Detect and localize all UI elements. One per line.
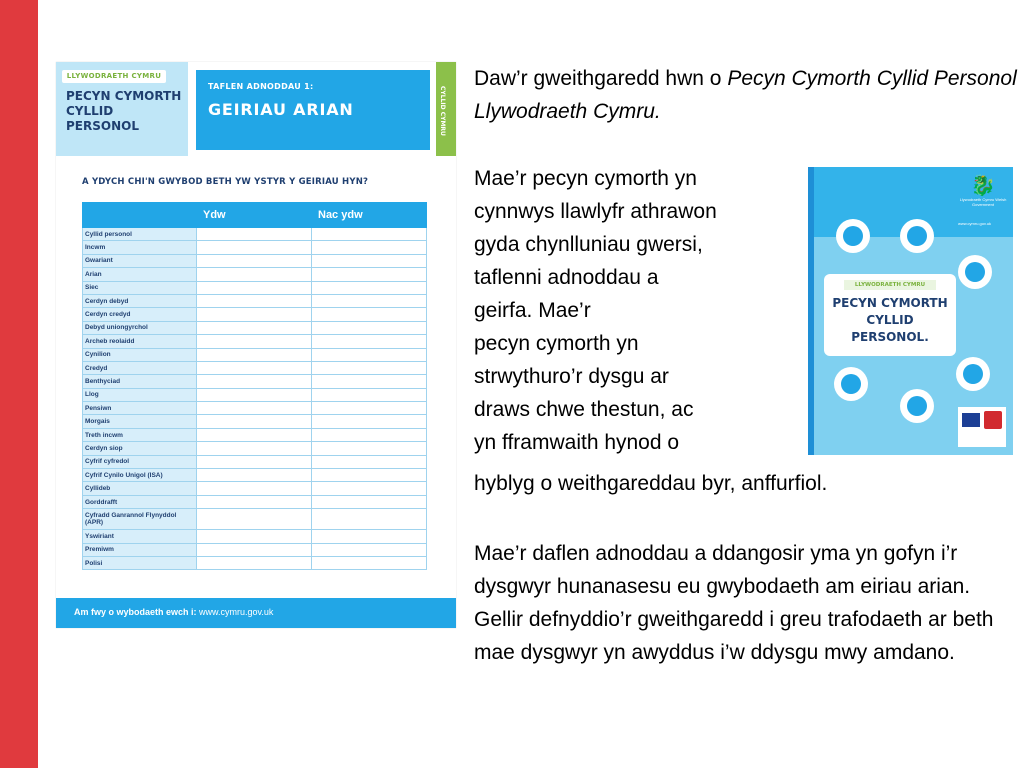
table-row bbox=[83, 321, 427, 334]
table-row bbox=[83, 495, 427, 508]
yes-cell[interactable] bbox=[197, 308, 312, 321]
description-line: cynnwys llawlyfr athrawon bbox=[474, 200, 717, 223]
yes-cell[interactable] bbox=[197, 294, 312, 307]
term-cell: Credyd bbox=[83, 361, 197, 374]
yes-cell[interactable] bbox=[197, 455, 312, 468]
table-row bbox=[83, 388, 427, 401]
welsh-gov-icon bbox=[984, 411, 1002, 429]
table-row bbox=[83, 241, 427, 254]
banner-title: GEIRIAU ARIAN bbox=[208, 100, 354, 119]
term-cell: Yswiriant bbox=[83, 530, 197, 543]
worksheet-image bbox=[56, 62, 456, 628]
banner-subtitle: TAFLEN ADNODDAU 1: bbox=[208, 82, 314, 91]
yes-cell[interactable] bbox=[197, 268, 312, 281]
term-cell: Siec bbox=[83, 281, 197, 294]
table-row bbox=[83, 442, 427, 455]
cover-edge-stripe bbox=[808, 167, 814, 455]
term-cell: Incwm bbox=[83, 241, 197, 254]
intro-text: Daw’r gweithgaredd hwn o bbox=[474, 67, 728, 90]
table-row bbox=[83, 428, 427, 441]
table-row bbox=[83, 348, 427, 361]
cover-url: www.cymru.gov.uk bbox=[958, 221, 992, 226]
left-accent-bar bbox=[0, 0, 38, 768]
yes-cell[interactable] bbox=[197, 428, 312, 441]
term-cell: Premiwm bbox=[83, 543, 197, 556]
no-cell[interactable] bbox=[312, 254, 427, 267]
term-cell: Cyfradd Ganrannol Flynyddol (APR) bbox=[83, 509, 197, 530]
yes-cell[interactable] bbox=[197, 482, 312, 495]
worksheet-header bbox=[56, 62, 456, 156]
description-line: taflenni adnoddau a bbox=[474, 266, 659, 289]
table-row bbox=[83, 415, 427, 428]
yes-cell[interactable] bbox=[197, 375, 312, 388]
no-cell[interactable] bbox=[312, 294, 427, 307]
yes-cell[interactable] bbox=[197, 442, 312, 455]
term-cell: Arian bbox=[83, 268, 197, 281]
worksheet-question: A YDYCH CHI'N GWYBOD BETH YW YSTYR Y GEIRIAU HYN? bbox=[82, 177, 369, 187]
gov-tag: LLYWODRAETH CYMRU bbox=[62, 70, 166, 83]
no-cell[interactable] bbox=[312, 428, 427, 441]
table-header-term bbox=[83, 203, 197, 228]
yes-cell[interactable] bbox=[197, 281, 312, 294]
yes-cell[interactable] bbox=[197, 388, 312, 401]
table-header-yes: Ydw bbox=[197, 203, 312, 228]
table-row bbox=[83, 375, 427, 388]
term-cell: Cyfrif cyfredol bbox=[83, 455, 197, 468]
words-table bbox=[82, 202, 427, 570]
table-row bbox=[83, 482, 427, 495]
table-body bbox=[83, 228, 427, 570]
term-cell: Cyllid personol bbox=[83, 228, 197, 241]
topic-bubble-icon bbox=[958, 255, 992, 289]
footer-text bbox=[74, 607, 273, 617]
yes-cell[interactable] bbox=[197, 361, 312, 374]
yes-cell[interactable] bbox=[197, 509, 312, 530]
no-cell[interactable] bbox=[312, 348, 427, 361]
description-line: draws chwe thestun, ac bbox=[474, 398, 694, 421]
term-cell: Llog bbox=[83, 388, 197, 401]
no-cell[interactable] bbox=[312, 335, 427, 348]
table-row bbox=[83, 543, 427, 556]
term-cell: Cerdyn siop bbox=[83, 442, 197, 455]
no-cell[interactable] bbox=[312, 268, 427, 281]
no-cell[interactable] bbox=[312, 308, 427, 321]
dragon-icon: 🐉 bbox=[970, 175, 996, 197]
yes-cell[interactable] bbox=[197, 348, 312, 361]
pack-title: PECYN CYMORTH CYLLID PERSONOL bbox=[66, 89, 182, 133]
yes-cell[interactable] bbox=[197, 228, 312, 241]
table-row bbox=[83, 509, 427, 530]
worksheet-footer bbox=[56, 598, 456, 628]
table-row bbox=[83, 254, 427, 267]
eu-flag-icon bbox=[962, 413, 980, 427]
table-row bbox=[83, 530, 427, 543]
footer-label: Am fwy o wybodaeth ewch i: bbox=[74, 607, 197, 617]
table-row bbox=[83, 294, 427, 307]
yes-cell[interactable] bbox=[197, 402, 312, 415]
description-line: strwythuro’r dysgu ar bbox=[474, 365, 669, 388]
side-tab bbox=[436, 62, 456, 156]
yes-cell[interactable] bbox=[197, 254, 312, 267]
cover-title: PECYN CYMORTH CYLLID PERSONOL. bbox=[832, 296, 948, 344]
no-cell[interactable] bbox=[312, 509, 427, 530]
no-cell[interactable] bbox=[312, 495, 427, 508]
description-paragraph bbox=[474, 162, 804, 459]
table-row bbox=[83, 469, 427, 482]
description-line: Mae’r pecyn cymorth yn bbox=[474, 167, 697, 190]
table-row bbox=[83, 228, 427, 241]
no-cell[interactable] bbox=[312, 415, 427, 428]
welsh-government-logo bbox=[956, 175, 1010, 215]
pack-logo-card bbox=[56, 62, 188, 156]
table-row bbox=[83, 268, 427, 281]
term-cell: Cerdyn debyd bbox=[83, 294, 197, 307]
worksheet-banner bbox=[196, 70, 430, 150]
no-cell[interactable] bbox=[312, 556, 427, 569]
yes-cell[interactable] bbox=[197, 543, 312, 556]
description-line: yn fframwaith hynod o bbox=[474, 431, 680, 454]
term-cell: Treth incwm bbox=[83, 428, 197, 441]
topic-bubble-icon bbox=[836, 219, 870, 253]
table-header-no: Nac ydw bbox=[312, 203, 427, 228]
topic-bubble-icon bbox=[834, 367, 868, 401]
table-row bbox=[83, 281, 427, 294]
term-cell: Cerdyn credyd bbox=[83, 308, 197, 321]
table-row bbox=[83, 361, 427, 374]
no-cell[interactable] bbox=[312, 281, 427, 294]
no-cell[interactable] bbox=[312, 442, 427, 455]
description-last-line: hyblyg o weithgareddau byr, anffurfiol. bbox=[474, 472, 828, 495]
no-cell[interactable] bbox=[312, 321, 427, 334]
yes-cell[interactable] bbox=[197, 321, 312, 334]
no-cell[interactable] bbox=[312, 228, 427, 241]
term-cell: Morgais bbox=[83, 415, 197, 428]
table-header-row bbox=[83, 203, 427, 228]
table-row bbox=[83, 308, 427, 321]
no-cell[interactable] bbox=[312, 361, 427, 374]
yes-cell[interactable] bbox=[197, 469, 312, 482]
activity-paragraph: Mae’r daflen adnoddau a ddangosir yma yn gofyn i’r dysgwyr hunanasesu eu gwybodaeth am eiriau arian. Gellir defnyddio’r gweithgaredd i greu trafodaeth ar beth mae dysgwyr yn awyddus i’w ddysgu mwy amdano. bbox=[474, 542, 994, 664]
yes-cell[interactable] bbox=[197, 241, 312, 254]
term-cell: Gorddrafft bbox=[83, 495, 197, 508]
yes-cell[interactable] bbox=[197, 335, 312, 348]
term-cell: Cynilion bbox=[83, 348, 197, 361]
term-cell: Gwariant bbox=[83, 254, 197, 267]
term-cell: Polisi bbox=[83, 556, 197, 569]
no-cell[interactable] bbox=[312, 402, 427, 415]
side-tab-label: CYLLID CYMRU bbox=[439, 86, 446, 136]
intro-source-title: Pecyn Cymorth Cyllid Personol Llywodraeth Cymru. bbox=[474, 67, 1017, 123]
no-cell[interactable] bbox=[312, 241, 427, 254]
table-row bbox=[83, 455, 427, 468]
no-cell[interactable] bbox=[312, 482, 427, 495]
table-row bbox=[83, 556, 427, 569]
no-cell[interactable] bbox=[312, 543, 427, 556]
term-cell: Benthyciad bbox=[83, 375, 197, 388]
description-line: gyda chynlluniau gwersi, bbox=[474, 233, 703, 256]
yes-cell[interactable] bbox=[197, 495, 312, 508]
description-line: geirfa. Mae’r bbox=[474, 299, 591, 322]
table-row bbox=[83, 335, 427, 348]
yes-cell[interactable] bbox=[197, 530, 312, 543]
term-cell: Pensiwn bbox=[83, 402, 197, 415]
yes-cell[interactable] bbox=[197, 556, 312, 569]
term-cell: Archeb reolaidd bbox=[83, 335, 197, 348]
cover-image bbox=[808, 167, 1013, 455]
topic-bubble-icon bbox=[900, 219, 934, 253]
cover-logo-text: Llywodraeth Cymru Welsh Government bbox=[959, 197, 1007, 207]
term-cell: Cyllideb bbox=[83, 482, 197, 495]
table-row bbox=[83, 402, 427, 415]
cover-gov-tag: LLYWODRAETH CYMRU bbox=[844, 280, 936, 290]
description-line: pecyn cymorth yn bbox=[474, 332, 639, 355]
intro-paragraph bbox=[474, 62, 1019, 128]
footer-url: www.cymru.gov.uk bbox=[199, 607, 274, 617]
topic-bubble-icon bbox=[900, 389, 934, 423]
yes-cell[interactable] bbox=[197, 415, 312, 428]
no-cell[interactable] bbox=[312, 530, 427, 543]
cover-title-card bbox=[824, 274, 956, 356]
term-cell: Cyfrif Cynilo Unigol (ISA) bbox=[83, 469, 197, 482]
no-cell[interactable] bbox=[312, 388, 427, 401]
term-cell: Debyd uniongyrchol bbox=[83, 321, 197, 334]
no-cell[interactable] bbox=[312, 455, 427, 468]
no-cell[interactable] bbox=[312, 375, 427, 388]
funding-logos bbox=[958, 407, 1006, 447]
no-cell[interactable] bbox=[312, 469, 427, 482]
topic-bubble-icon bbox=[956, 357, 990, 391]
